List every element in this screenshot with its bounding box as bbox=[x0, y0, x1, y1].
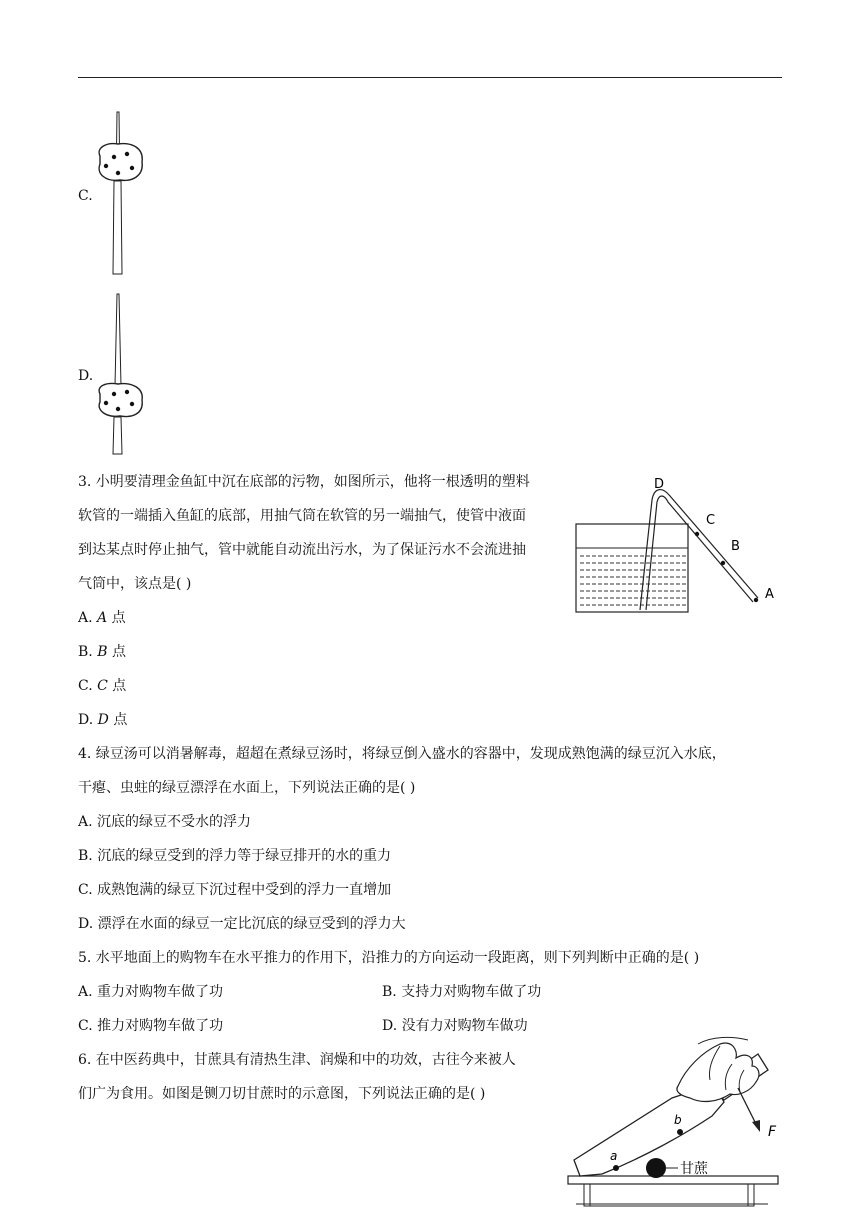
q3-option-c: C. C 点 bbox=[78, 678, 127, 694]
q6-stem-line-2: 们广为食用。如图是铡刀切甘蔗时的示意图，下列说法正确的是( ) bbox=[78, 1086, 486, 1102]
knife-figure bbox=[562, 1036, 788, 1212]
option-c-label: C. bbox=[78, 188, 93, 204]
q3-stem-line-1: 3. 小明要清理金鱼缸中沉在底部的污物，如图所示，他将一根透明的塑料 bbox=[78, 474, 530, 490]
q3-stem-line-2: 软管的一端插入鱼缸的底部，用抽气筒在软管的另一端抽气，使管中液面 bbox=[78, 508, 526, 524]
siphon-label-d: D bbox=[654, 477, 665, 492]
point-b-label: b bbox=[674, 1113, 682, 1127]
option-d-figure bbox=[94, 290, 150, 458]
q3-option-b: B. B 点 bbox=[78, 644, 126, 660]
header-rule bbox=[78, 77, 782, 78]
q4-option-b: B. 沉底的绿豆受到的浮力等于绿豆排开的水的重力 bbox=[78, 848, 392, 864]
q3-stem-line-4: 气筒中，该点是( ) bbox=[78, 576, 192, 592]
q4-stem-line-2: 干瘪、虫蛀的绿豆漂浮在水面上，下列说法正确的是( ) bbox=[78, 780, 416, 796]
force-label: F bbox=[768, 1124, 777, 1140]
q4-option-c: C. 成熟饱满的绿豆下沉过程中受到的浮力一直增加 bbox=[78, 882, 392, 898]
sugarcane-label: 甘蔗 bbox=[680, 1161, 708, 1177]
option-d-label: D. bbox=[78, 368, 94, 384]
siphon-label-b: B bbox=[731, 539, 740, 554]
q4-option-d: D. 漂浮在水面的绿豆一定比沉底的绿豆受到的浮力大 bbox=[78, 916, 406, 932]
siphon-label-c: C bbox=[706, 513, 716, 528]
q6-stem-line-1: 6. 在中医药典中，甘蔗具有清热生津、润燥和中的功效，古往今来被人 bbox=[78, 1052, 516, 1068]
q5-stem: 5. 水平地面上的购物车在水平推力的作用下，沿推力的方向运动一段距离，则下列判断中正确的是( ) bbox=[78, 950, 700, 966]
siphon-label-a: A bbox=[765, 587, 774, 602]
q5-option-c: C. 推力对购物车做了功 bbox=[78, 1018, 224, 1034]
q5-option-a: A. 重力对购物车做了功 bbox=[78, 984, 224, 1000]
option-c-figure bbox=[94, 108, 150, 278]
q3-stem-line-3: 到达某点时停止抽气，管中就能自动流出污水，为了保证污水不会流进抽 bbox=[78, 542, 526, 558]
q3-option-d: D. D 点 bbox=[78, 712, 128, 728]
siphon-figure bbox=[570, 470, 790, 620]
q3-option-a: A. A 点 bbox=[78, 610, 126, 626]
q4-stem-line-1: 4. 绿豆汤可以消暑解毒，超超在煮绿豆汤时，将绿豆倒入盛水的容器中，发现成熟饱满的绿豆沉入水底， bbox=[78, 746, 726, 762]
q5-option-b: B. 支持力对购物车做了功 bbox=[382, 984, 542, 1000]
q4-option-a: A. 沉底的绿豆不受水的浮力 bbox=[78, 814, 252, 830]
q5-option-d: D. 没有力对购物车做功 bbox=[382, 1018, 528, 1034]
point-a-label: a bbox=[610, 1149, 618, 1163]
